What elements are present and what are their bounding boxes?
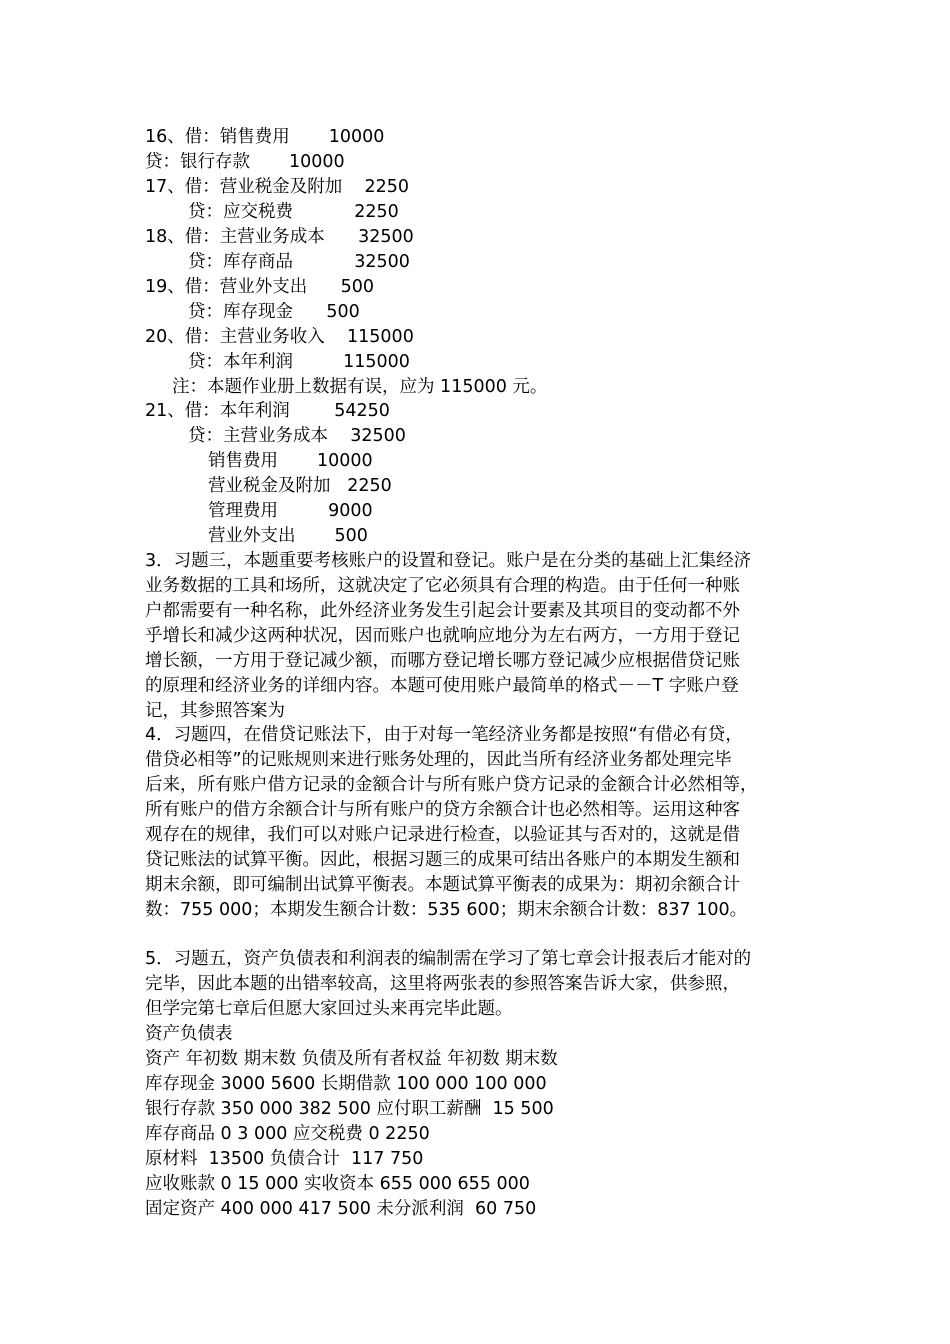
section4-line: 4．习题四，在借贷记账法下，由于对每一笔经济业务都是按照“有借必有贷，	[145, 725, 743, 745]
entry-21-credit-item: 管理费用 9000	[208, 501, 373, 521]
entry-21-credit: 贷：主营业务成本 32500	[188, 426, 406, 446]
entry-19-debit: 19、借：营业外支出 500	[145, 277, 375, 297]
section3-line: 业务数据的工具和场所，这就决定了它必须具有合理的构造。由于任何一种账	[145, 576, 740, 596]
balance-sheet-row: 固定资产 400 000 417 500 未分派利润 60 750	[145, 1199, 537, 1219]
entry-20-credit: 贷：本年利润 115000	[188, 352, 410, 372]
balance-sheet-row: 库存商品 0 3 000 应交税费 0 2250	[145, 1124, 430, 1144]
section4-line: 期末余额，即可编制出试算平衡表。本题试算平衡表的成果为：期初余额合计	[145, 875, 740, 895]
entry-21-debit: 21、借：本年利润 54250	[145, 401, 390, 421]
section3-line: 户都需要有一种名称，此外经济业务发生引起会计要素及其项目的变动都不外	[145, 601, 740, 621]
balance-sheet-row: 原材料 13500 负债合计 117 750	[145, 1149, 424, 1169]
section3-line: 增长额，一方用于登记减少额，而哪方登记增长哪方登记减少应根据借贷记账	[145, 651, 740, 671]
entry-20-note: 注：本题作业册上数据有误，应为 115000 元。	[172, 377, 548, 397]
entry-18-credit: 贷：库存商品 32500	[188, 252, 410, 272]
entry-16-debit: 16、借：销售费用 10000	[145, 127, 385, 147]
entry-18-debit: 18、借：主营业务成本 32500	[145, 227, 414, 247]
entry-20-debit: 20、借：主营业务收入 115000	[145, 327, 414, 347]
section4-line: 借贷必相等”的记账规则来进行账务处理的，因此当所有经济业务都处理完毕	[145, 750, 732, 770]
balance-sheet-title: 资产负债表	[145, 1024, 233, 1044]
entry-21-credit-item: 销售费用 10000	[208, 451, 373, 471]
balance-sheet-row: 应收账款 0 15 000 实收资本 655 000 655 000	[145, 1174, 530, 1194]
section4-line: 观存在的规律，我们可以对账户记录进行检查，以验证其与否对的，这就是借	[145, 825, 740, 845]
entry-19-credit: 贷：库存现金 500	[188, 302, 360, 322]
section4-line: 贷记账法的试算平衡。因此，根据习题三的成果可结出各账户的本期发生额和	[145, 850, 740, 870]
balance-sheet-row: 银行存款 350 000 382 500 应付职工薪酬 15 500	[145, 1099, 554, 1119]
entry-21-credit-item: 营业税金及附加 2250	[208, 476, 392, 496]
entry-17-debit: 17、借：营业税金及附加 2250	[145, 177, 410, 197]
balance-sheet-row: 库存现金 3000 5600 长期借款 100 000 100 000	[145, 1074, 547, 1094]
section4-line: 所有账户的借方余额合计与所有账户的贷方余额合计也必然相等。运用这种客	[145, 800, 740, 820]
section4-line: 后来，所有账户借方记录的金额合计与所有账户贷方记录的金额合计必然相等，	[145, 775, 758, 795]
entry-17-credit: 贷：应交税费 2250	[188, 202, 399, 222]
entry-16-credit: 贷：银行存款 10000	[145, 152, 345, 172]
section3-line: 乎增长和减少这两种状况，因而账户也就响应地分为左右两方，一方用于登记	[145, 626, 740, 646]
section4-line: 数：755 000；本期发生额合计数：535 600；期末余额合计数：837 100。	[145, 900, 748, 920]
section3-line: 3．习题三，本题重要考核账户的设置和登记。账户是在分类的基础上汇集经济	[145, 551, 752, 571]
section5-line: 但学完第七章后但愿大家回过头来再完毕此题。	[145, 999, 513, 1019]
section3-line: 记，其参照答案为	[145, 701, 285, 721]
section5-line: 完毕，因此本题的出错率较高，这里将两张表的参照答案告诉大家，供参照，	[145, 974, 740, 994]
entry-21-credit-item: 营业外支出 500	[208, 526, 368, 546]
balance-sheet-header: 资产 年初数 期末数 负债及所有者权益 年初数 期末数	[145, 1049, 558, 1069]
section5-line: 5．习题五，资产负债表和利润表的编制需在学习了第七章会计报表后才能对的	[145, 949, 752, 969]
section3-line: 的原理和经济业务的详细内容。本题可使用账户最简单的格式－－T 字账户登	[145, 676, 739, 696]
